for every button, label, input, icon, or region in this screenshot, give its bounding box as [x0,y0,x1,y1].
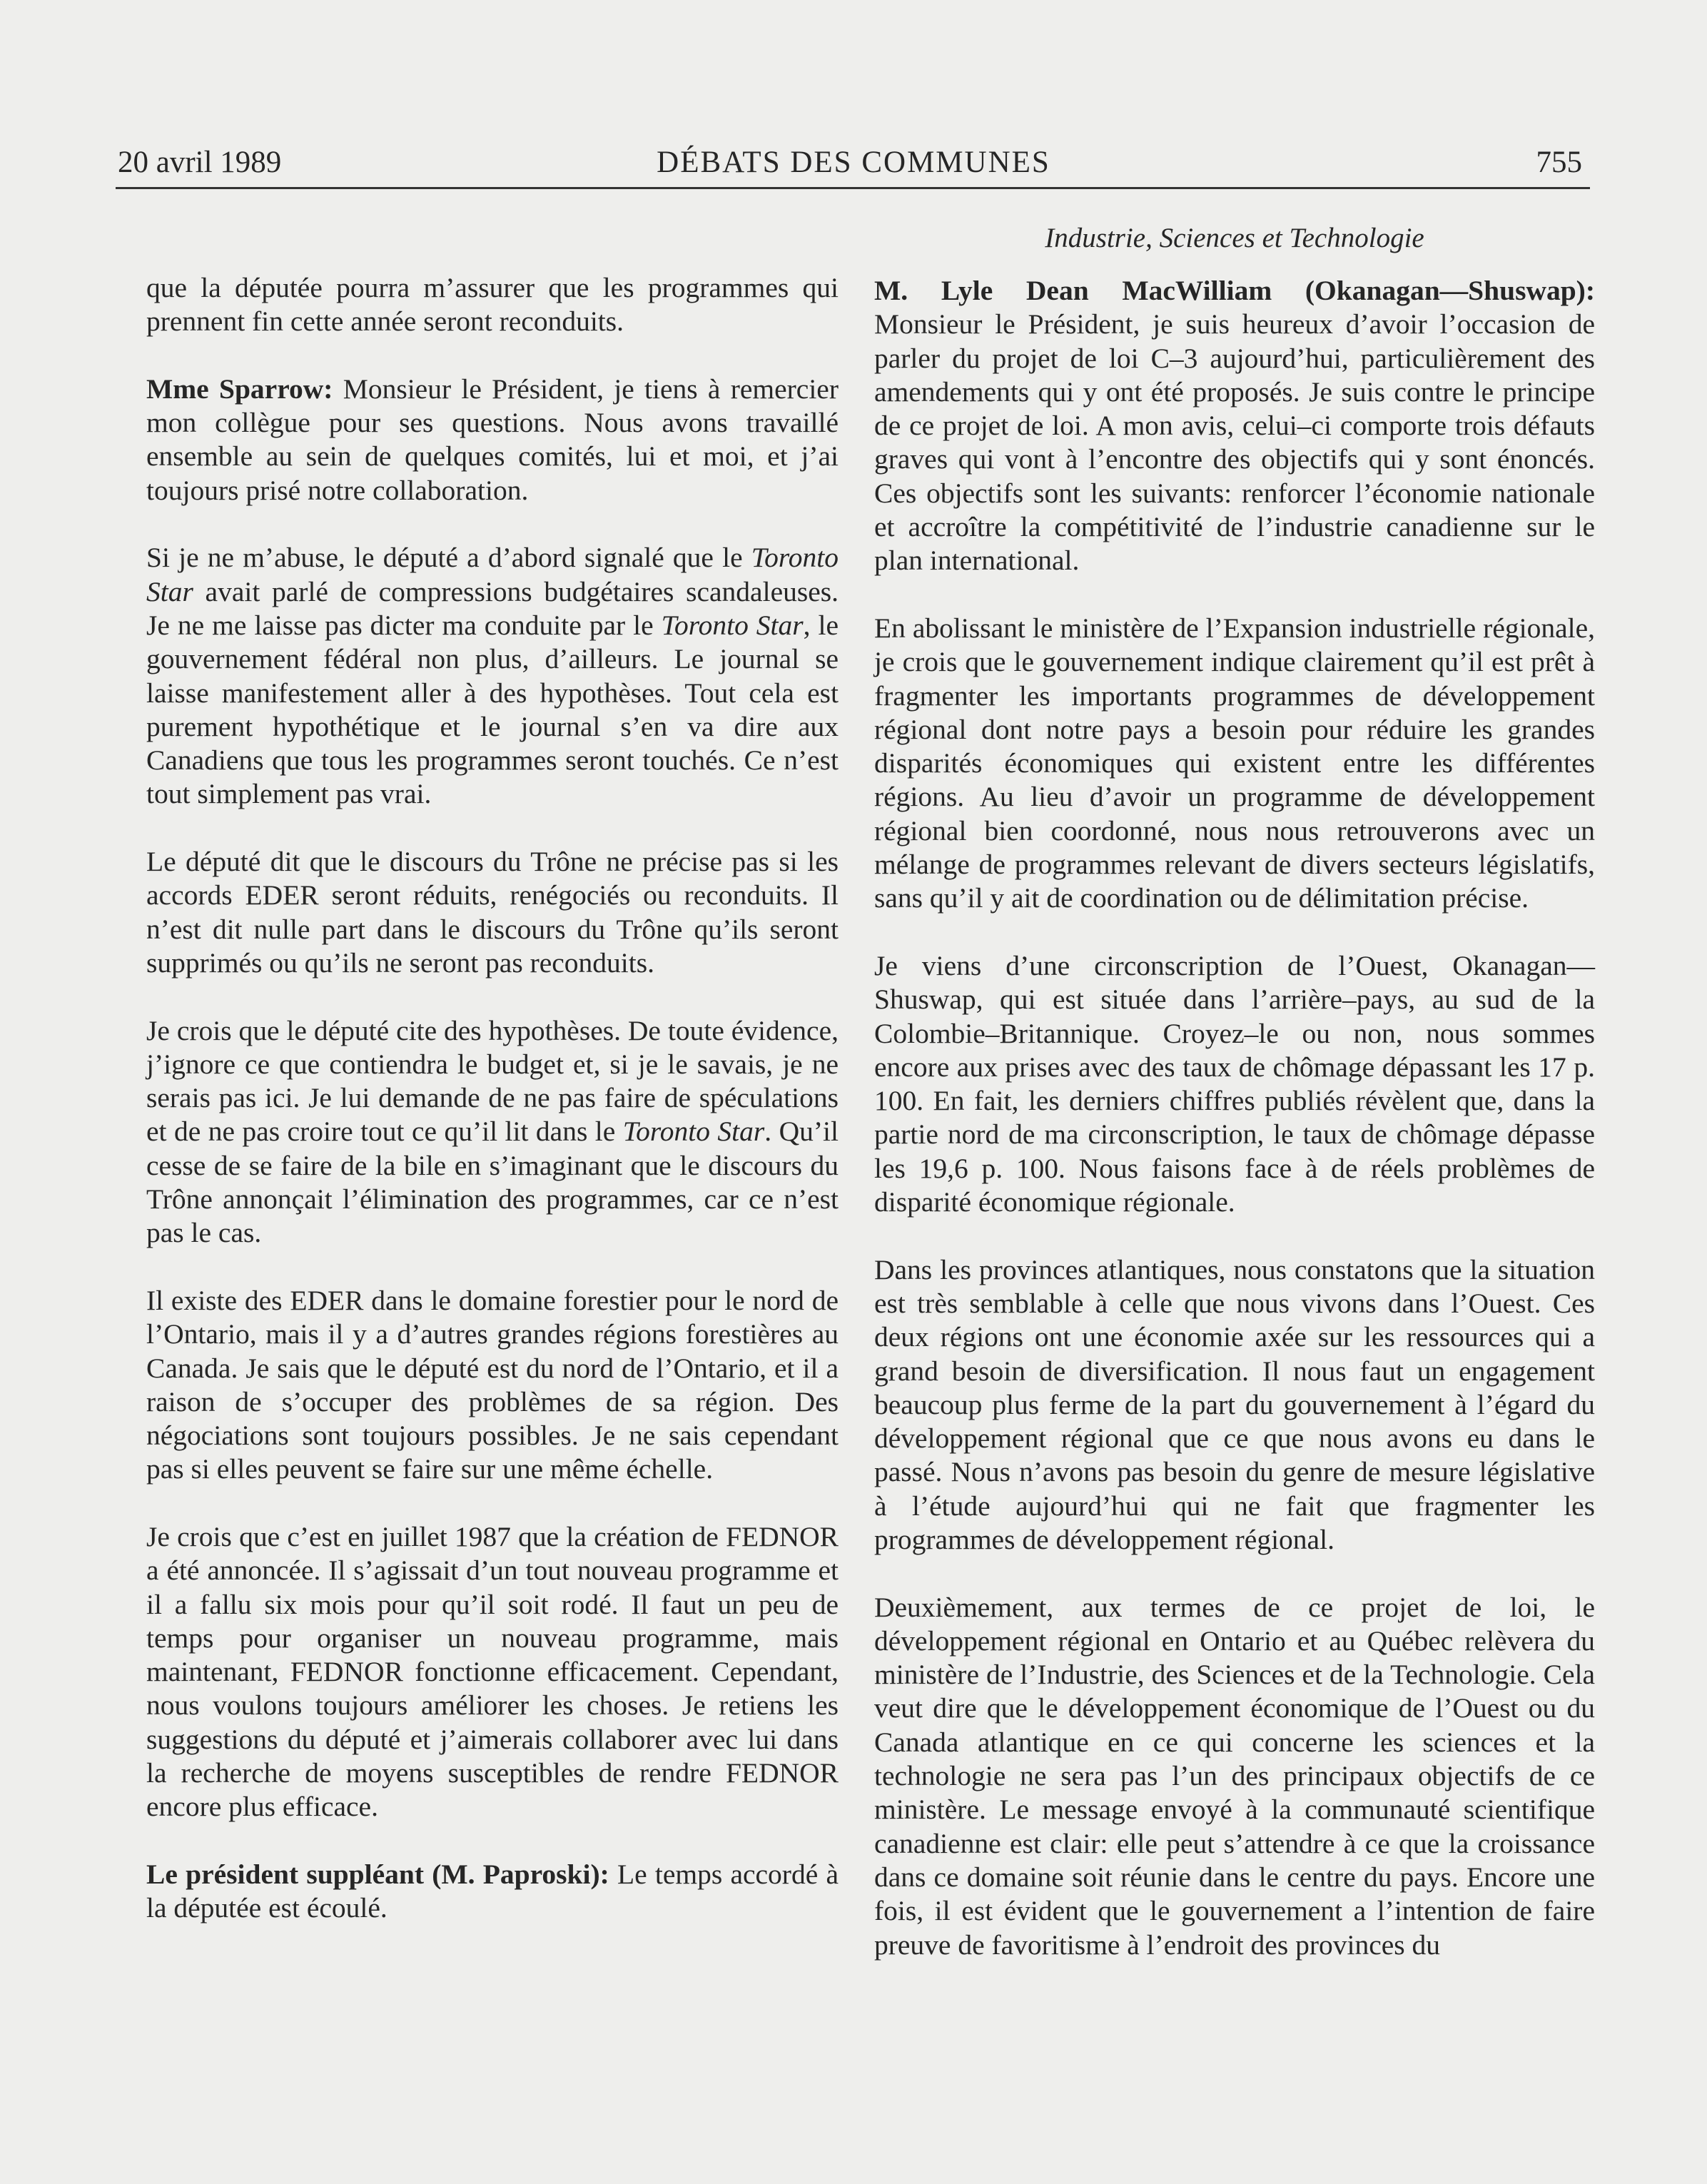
left-column [146,271,839,1959]
right-paragraph-3 [874,949,1595,1219]
newspaper-title: Toronto Star [146,542,839,607]
right-paragraph-2 [874,612,1595,916]
paragraph-text: . Qu’il cesse de se faire de la bile en s’imaginant que le discours du Trône annonçait l’élimination des programmes, car ce n’est pas le cas. [146,1116,839,1249]
header-rule [116,187,1590,189]
paragraph-text: , le gouvernement fédéral non plus, d’ailleurs. Le journal se laisse manifestement aller à des hypothèses. Tout cela est purement hypothétique et le journal s’en va dire aux Canadiens que tous les programmes seront touchés. Ce n’est tout simplement pas vrai. [146,609,839,810]
paragraph-text: Monsieur le Président, je suis heureux d’avoir l’occasion de parler du projet de loi C–3 aujourd’hui, particulièrement des amendements qui y ont été proposés. Je suis contre le principe de ce projet de loi. A mon avis, celui–ci comporte trois défauts graves qui vont à l’encontre des objectifs qui y sont énoncés. Ces objectifs sont les suivants: renforcer l’économie nationale et accroître la compétitivité de l’industrie canadienne sur le plan international. [874,308,1595,577]
paragraph-text: Dans les provinces atlantiques, nous constatons que la situation est très semblable à celle que nous vivons dans l’Ouest. Ces deux régions ont une économie axée sur les ressources qui a grand besoin de diversification. Il nous faut un engagement beaucoup plus ferme de la part du gouvernement à l’égard du développement régional que ce que nous avons eu dans le passé. Nous n’avons pas besoin du genre de mesure législative à l’étude aujourd’hui qui ne fait que fragmenter les programmes de développement régional. [874,1253,1595,1555]
right-paragraph-4 [874,1253,1595,1557]
left-paragraph-5 [146,1014,839,1250]
header-date: 20 avril 1989 [118,146,282,179]
left-paragraph-1 [146,271,839,339]
page-header [118,140,1589,186]
paragraph-text: Deuxièmement, aux termes de ce projet de loi, le développement régional en Ontario et au Québec relèvera du ministère de l’Industrie, des Sciences et de la Technologie. Cela veut dire que le développement économique de l’Ouest ou du Canada atlantique en ce qui concerne les sciences et la technologie ne sera pas l’un des principaux objectifs de ce ministère. Le message envoyé à la communauté scientifique canadienne est clair: elle peut s’attendre à ce que la croissance dans ce domaine soit réunie dans le centre du pays. Encore une fois, il est évident que le gouvernement a l’intention de faire preuve de favoritisme à l’endroit des provinces du [874,1591,1595,1961]
paragraph-text: Monsieur le Président, je tiens à remercier mon collègue pour ses questions. Nous avons travaillé ensemble au sein de quelques comités, lui et moi, et j’ai toujours prisé notre collaboration. [146,373,839,506]
paragraph-text: Je viens d’une circonscription de l’Ouest, Okanagan—Shuswap, qui est située dans l’arrière–pays, au sud de la Colombie–Britannique. Croyez–le ou non, nous sommes encore aux prises avec des taux de chômage dépassant les 17 p. 100. En fait, les derniers chiffres publiés révèlent que, dans la partie nord de ma circonscription, le taux de chômage dépasse les 19,6 p. 100. Nous faisons face à de réels problèmes de disparité économique régionale. [874,949,1595,1218]
paragraph-text: En abolissant le ministère de l’Expansion industrielle régionale, je crois que le gouvernement indique clairement qu’il est prêt à fragmenter les importants programmes de développement régional dont notre pays a besoin pour réduire les grandes disparités économiques qui existent entre les différentes régions. Au lieu d’avoir un programme de développement régional bien coordonné, nous nous retrouverons avec un mélange de programmes relevant de divers secteurs législatifs, sans qu’il y ait de coordination ou de délimitation précise. [874,612,1595,914]
paragraph-text: Le député dit que le discours du Trône ne précise pas si les accords EDER seront réduits, renégociés ou reconduits. Il n’est dit nulle part dans le discours du Trône qu’ils seront supprimés ou qu’ils ne seront pas reconduits. [146,846,839,979]
paragraph-text: Je crois que c’est en juillet 1987 que la création de FEDNOR a été annoncée. Il s’agissait d’un tout nouveau programme et il a fallu six mois pour qu’il soit rodé. Il faut un peu de temps pour organiser un nouveau programme, mais maintenant, FEDNOR fonctionne efficacement. Cependant, nous voulons toujours améliorer les choses. Je retiens les suggestions du député et j’aimerais collaborer avec lui dans la recherche de moyens susceptibles de rendre FEDNOR encore plus efficace. [146,1520,839,1823]
right-column [874,274,1595,1996]
newspaper-title: Toronto Star [661,609,804,641]
left-paragraph-8 [146,1858,839,1926]
paragraph-text: Si je ne m’abuse, le député a d’abord signalé que le [146,542,751,574]
speaker-name: M. Lyle Dean MacWilliam (Okanagan—Shuswap): [874,275,1595,306]
header-title: DÉBATS DES COMMUNES [657,146,1050,179]
speaker-name: Le président suppléant (M. Paproski): [146,1858,609,1890]
left-paragraph-2 [146,373,839,507]
left-paragraph-3 [146,541,839,811]
header-page-number: 755 [1536,146,1582,179]
right-paragraph-5 [874,1591,1595,1962]
paragraph-text: Je crois que le député cite des hypothèses. De toute évidence, j’ignore ce que contiendra le budget et, si je le savais, je ne serais pas ici. Je lui demande de ne pas faire de spéculations et de ne pas croire tout ce qu’il lit dans le [146,1014,839,1148]
section-title: Industrie, Sciences et Technologie [1045,223,1424,253]
paragraph-text: Il existe des EDER dans le domaine forestier pour le nord de l’Ontario, mais il y a d’autres grandes régions forestières au Canada. Je sais que le député est du nord de l’Ontario, et il a raison de s’occuper des problèmes de sa région. Des négociations sont toujours possibles. Je ne sais cependant pas si elles peuvent se faire sur une même échelle. [146,1284,839,1485]
paragraph-text: Le temps accordé à la députée est écoulé. [146,1858,839,1924]
left-paragraph-7 [146,1520,839,1824]
right-paragraph-1 [874,274,1595,578]
speaker-name: Mme Sparrow: [146,373,333,405]
paragraph-text: que la députée pourra m’assurer que les programmes qui prennent fin cette année seront reconduits. [146,272,839,338]
left-paragraph-4 [146,845,839,980]
newspaper-title: Toronto Star [622,1116,765,1148]
left-paragraph-6 [146,1284,839,1487]
paragraph-text: avait parlé de compressions budgétaires scandaleuses. Je ne me laisse pas dicter ma conduite par le [146,575,839,641]
